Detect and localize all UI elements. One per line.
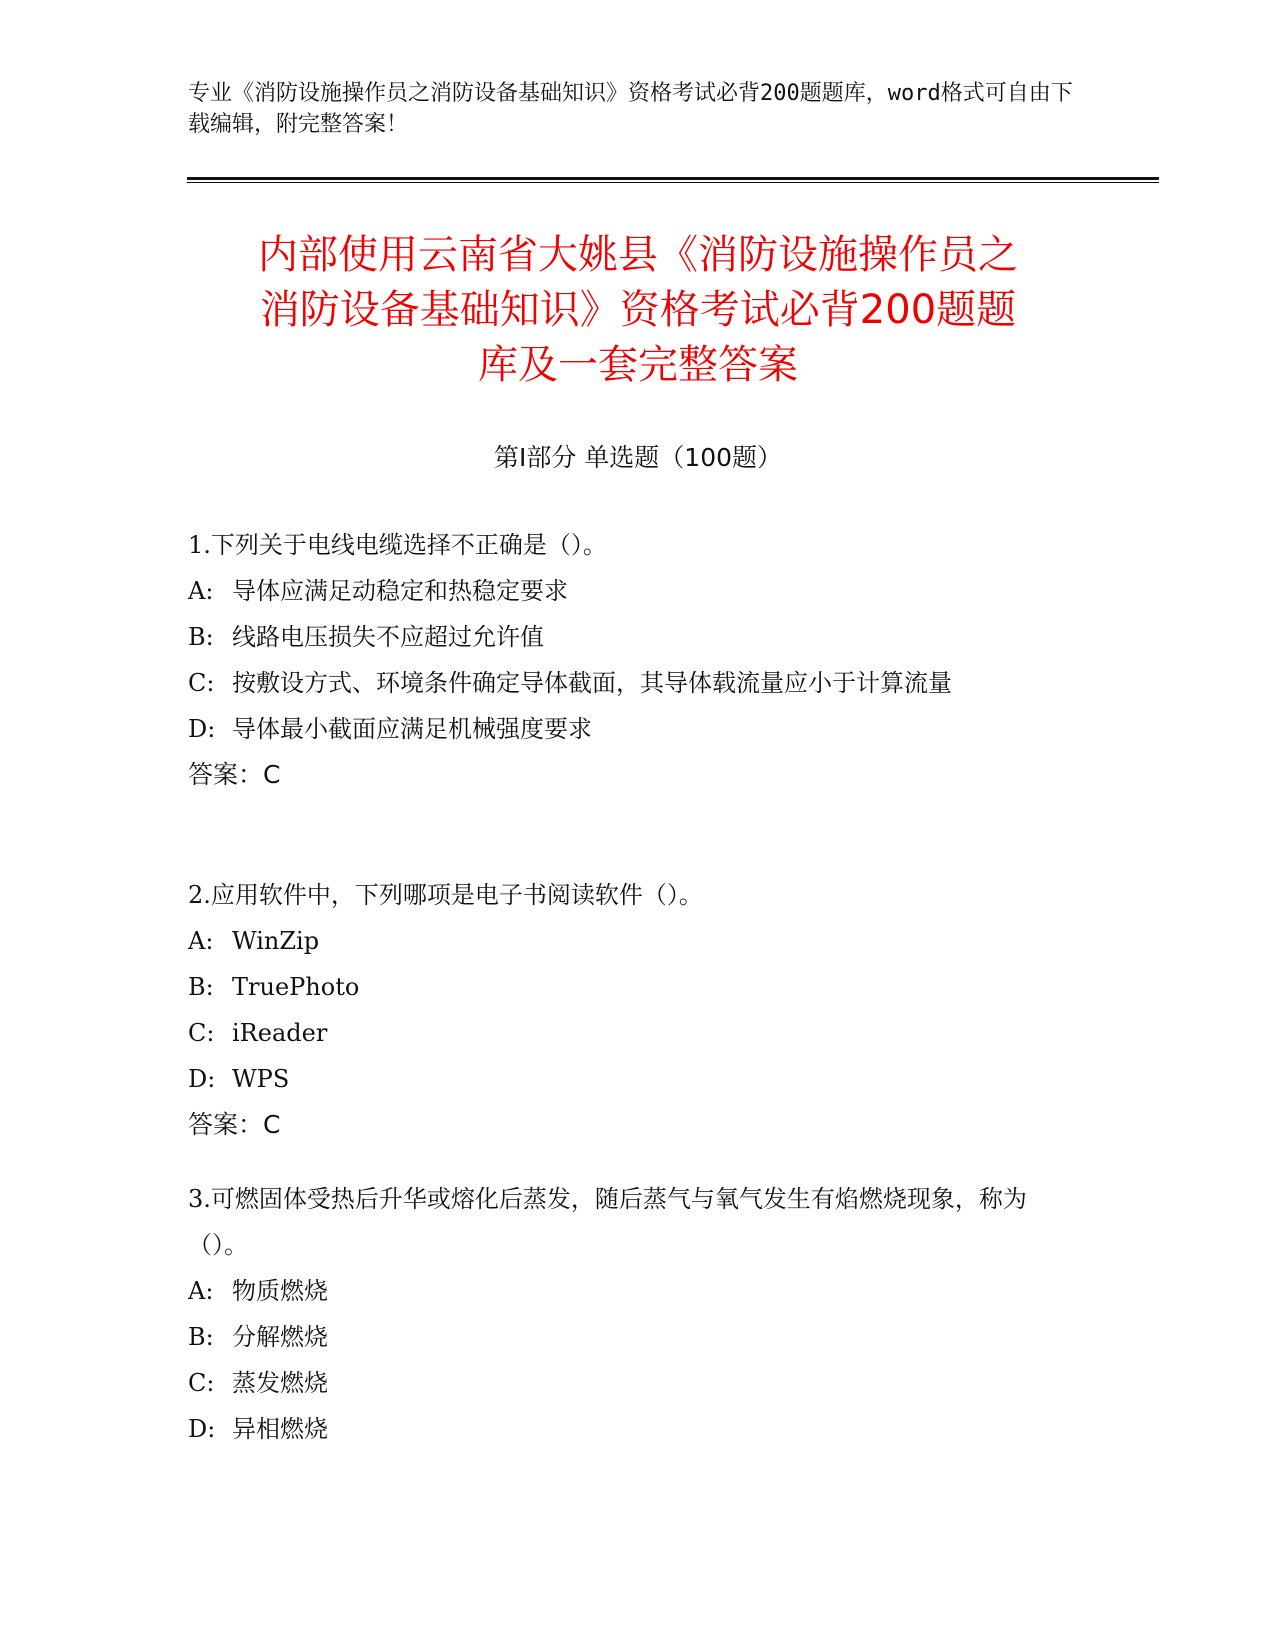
option-b	[188, 1314, 1078, 1360]
option-c	[188, 1010, 1078, 1056]
option-b	[188, 614, 1078, 660]
question-2	[188, 872, 1078, 1148]
option-text: WinZip	[232, 927, 320, 955]
option-text: 异相燃烧	[232, 1415, 328, 1443]
option-text: TruePhoto	[232, 973, 360, 1001]
option-key: C:	[188, 1019, 215, 1047]
question-stem: 2.应用软件中，下列哪项是电子书阅读软件（）。	[188, 881, 703, 909]
header-divider-thick	[187, 177, 1159, 180]
option-text: 导体应满足动稳定和热稳定要求	[232, 577, 568, 605]
option-key: B:	[188, 973, 214, 1001]
title-line-1: 内部使用云南省大姚县《消防设施操作员之	[258, 232, 1018, 278]
option-key: D:	[188, 1065, 216, 1093]
option-a	[188, 1268, 1078, 1314]
option-key: C:	[188, 669, 215, 697]
option-text: 蒸发燃烧	[232, 1369, 328, 1397]
option-a	[188, 918, 1078, 964]
option-text: 按敷设方式、环境条件确定导体截面，其导体载流量应小于计算流量	[232, 669, 952, 697]
option-b	[188, 964, 1078, 1010]
option-key: B:	[188, 1323, 214, 1351]
title-line-2: 消防设备基础知识》资格考试必背200题题	[259, 287, 1017, 333]
option-key: A:	[188, 1277, 214, 1305]
question-stem: 1.下列关于电线电缆选择不正确是（）。	[188, 531, 607, 559]
option-c	[188, 1360, 1078, 1406]
header-note: 专业《消防设施操作员之消防设备基础知识》资格考试必背200题题库，word格式可自由下载编辑，附完整答案！	[188, 81, 1073, 137]
document-title	[188, 228, 1088, 393]
option-d	[188, 706, 1078, 752]
option-key: B:	[188, 623, 214, 651]
option-key: D:	[188, 1415, 216, 1443]
option-c	[188, 660, 1078, 706]
answer-line: 答案：C	[188, 1110, 281, 1139]
option-d	[188, 1406, 1078, 1452]
question-stem: 3.可燃固体受热后升华或熔化后蒸发，随后蒸气与氧气发生有焰燃烧现象，称为（）。	[188, 1185, 1027, 1259]
option-key: D:	[188, 715, 216, 743]
option-text: 物质燃烧	[232, 1277, 328, 1305]
option-key: A:	[188, 577, 214, 605]
section-heading: 第Ⅰ部分 单选题（100题）	[493, 443, 783, 472]
option-text: iReader	[232, 1019, 328, 1047]
option-text: 分解燃烧	[232, 1323, 328, 1351]
option-text: 导体最小截面应满足机械强度要求	[232, 715, 592, 743]
question-3	[188, 1176, 1078, 1452]
answer-line: 答案：C	[188, 760, 281, 789]
header-divider-thin	[187, 182, 1159, 183]
option-key: C:	[188, 1369, 215, 1397]
option-a	[188, 568, 1078, 614]
option-text: WPS	[232, 1065, 290, 1093]
question-1	[188, 522, 1078, 798]
title-line-3: 库及一套完整答案	[478, 342, 798, 388]
option-text: 线路电压损失不应超过允许值	[232, 623, 544, 651]
option-d	[188, 1056, 1078, 1102]
option-key: A:	[188, 927, 214, 955]
